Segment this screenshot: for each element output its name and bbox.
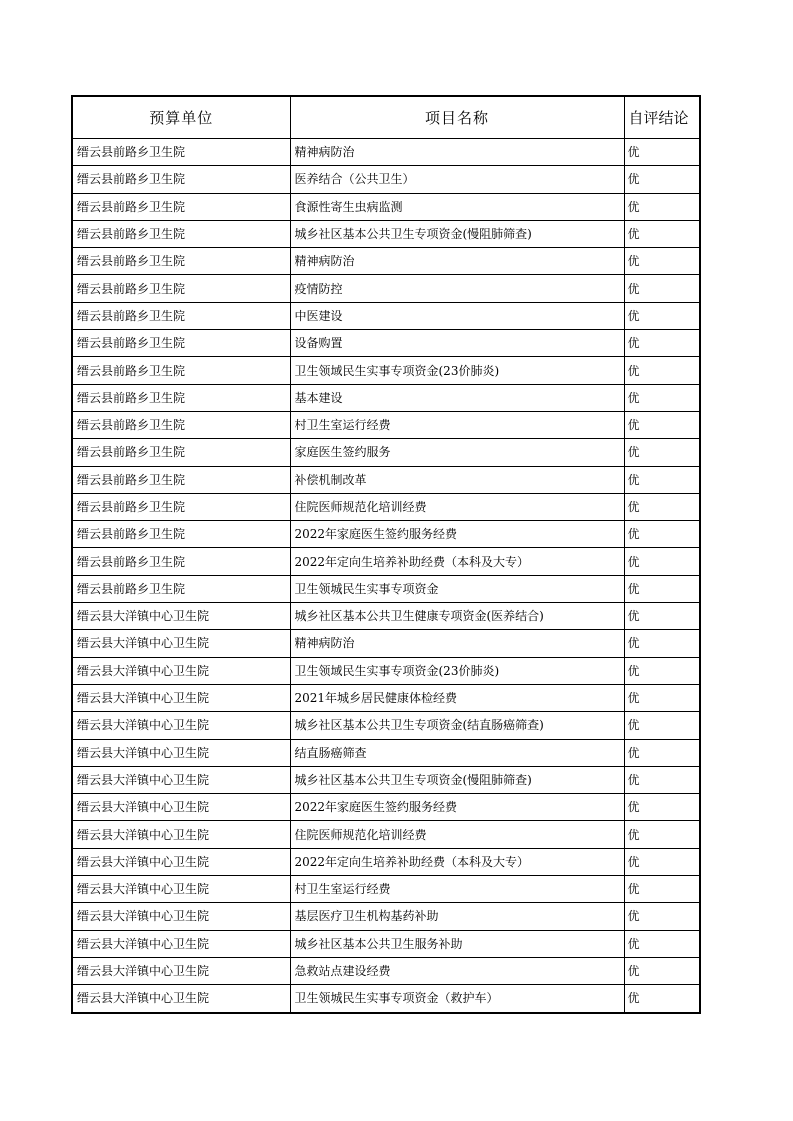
table-row [72, 248, 700, 275]
evaluation-table [71, 95, 701, 1014]
table-row [72, 193, 700, 220]
cell-self-eval-result: 优 [624, 957, 700, 984]
cell-budget-unit: 缙云县前路乡卫生院 [72, 466, 290, 493]
table-row [72, 712, 700, 739]
cell-project-name: 医养结合（公共卫生） [290, 166, 624, 193]
cell-self-eval-result: 优 [624, 302, 700, 329]
cell-self-eval-result: 优 [624, 903, 700, 930]
table-row [72, 357, 700, 384]
cell-self-eval-result: 优 [624, 139, 700, 166]
cell-project-name: 卫生领域民生实事专项资金(23价肺炎) [290, 357, 624, 384]
table-row [72, 384, 700, 411]
table-row [72, 302, 700, 329]
table-row [72, 603, 700, 630]
cell-project-name: 基本建设 [290, 384, 624, 411]
cell-self-eval-result: 优 [624, 357, 700, 384]
cell-project-name: 城乡社区基本公共卫生专项资金(慢阻肺筛查) [290, 220, 624, 247]
cell-self-eval-result: 优 [624, 439, 700, 466]
cell-self-eval-result: 优 [624, 220, 700, 247]
table-row [72, 411, 700, 438]
table-header-row [72, 96, 700, 139]
cell-budget-unit: 缙云县大洋镇中心卫生院 [72, 739, 290, 766]
table-row [72, 575, 700, 602]
cell-budget-unit: 缙云县大洋镇中心卫生院 [72, 657, 290, 684]
cell-self-eval-result: 优 [624, 275, 700, 302]
table-row [72, 493, 700, 520]
table-row [72, 220, 700, 247]
cell-budget-unit: 缙云县大洋镇中心卫生院 [72, 903, 290, 930]
cell-self-eval-result: 优 [624, 193, 700, 220]
cell-budget-unit: 缙云县大洋镇中心卫生院 [72, 876, 290, 903]
cell-project-name: 2022年家庭医生签约服务经费 [290, 794, 624, 821]
cell-budget-unit: 缙云县前路乡卫生院 [72, 411, 290, 438]
cell-self-eval-result: 优 [624, 493, 700, 520]
table-row [72, 330, 700, 357]
table-body [72, 139, 700, 1013]
cell-project-name: 急救站点建设经费 [290, 957, 624, 984]
cell-self-eval-result: 优 [624, 548, 700, 575]
cell-budget-unit: 缙云县大洋镇中心卫生院 [72, 630, 290, 657]
cell-budget-unit: 缙云县大洋镇中心卫生院 [72, 848, 290, 875]
cell-budget-unit: 缙云县前路乡卫生院 [72, 384, 290, 411]
table-row [72, 766, 700, 793]
cell-project-name: 补偿机制改革 [290, 466, 624, 493]
cell-project-name: 住院医师规范化培训经费 [290, 821, 624, 848]
cell-self-eval-result: 优 [624, 603, 700, 630]
cell-project-name: 2022年家庭医生签约服务经费 [290, 521, 624, 548]
cell-budget-unit: 缙云县大洋镇中心卫生院 [72, 603, 290, 630]
header-self-eval-result: 自评结论 [624, 96, 700, 139]
cell-project-name: 城乡社区基本公共卫生服务补助 [290, 930, 624, 957]
table-row [72, 794, 700, 821]
table-row [72, 848, 700, 875]
cell-project-name: 精神病防治 [290, 248, 624, 275]
cell-budget-unit: 缙云县前路乡卫生院 [72, 166, 290, 193]
table-row [72, 985, 700, 1013]
table-row [72, 439, 700, 466]
table-row [72, 139, 700, 166]
cell-budget-unit: 缙云县大洋镇中心卫生院 [72, 985, 290, 1013]
cell-project-name: 城乡社区基本公共卫生专项资金(结直肠癌筛查) [290, 712, 624, 739]
cell-budget-unit: 缙云县大洋镇中心卫生院 [72, 766, 290, 793]
cell-budget-unit: 缙云县前路乡卫生院 [72, 357, 290, 384]
cell-project-name: 中医建设 [290, 302, 624, 329]
table-row [72, 930, 700, 957]
cell-budget-unit: 缙云县大洋镇中心卫生院 [72, 957, 290, 984]
cell-budget-unit: 缙云县前路乡卫生院 [72, 193, 290, 220]
cell-self-eval-result: 优 [624, 466, 700, 493]
cell-budget-unit: 缙云县前路乡卫生院 [72, 575, 290, 602]
table-row [72, 521, 700, 548]
cell-self-eval-result: 优 [624, 166, 700, 193]
table-row [72, 466, 700, 493]
cell-project-name: 精神病防治 [290, 630, 624, 657]
cell-self-eval-result: 优 [624, 248, 700, 275]
cell-budget-unit: 缙云县前路乡卫生院 [72, 248, 290, 275]
cell-self-eval-result: 优 [624, 985, 700, 1013]
cell-self-eval-result: 优 [624, 657, 700, 684]
cell-self-eval-result: 优 [624, 794, 700, 821]
cell-self-eval-result: 优 [624, 330, 700, 357]
cell-project-name: 卫生领城民生实事专项资金 [290, 575, 624, 602]
cell-project-name: 食源性寄生虫病监测 [290, 193, 624, 220]
table-row [72, 903, 700, 930]
cell-self-eval-result: 优 [624, 766, 700, 793]
cell-self-eval-result: 优 [624, 630, 700, 657]
cell-project-name: 住院医师规范化培训经费 [290, 493, 624, 520]
cell-self-eval-result: 优 [624, 821, 700, 848]
cell-project-name: 2022年定向生培养补助经费（本科及大专） [290, 548, 624, 575]
table-row [72, 275, 700, 302]
cell-self-eval-result: 优 [624, 521, 700, 548]
table-row [72, 630, 700, 657]
cell-budget-unit: 缙云县大洋镇中心卫生院 [72, 712, 290, 739]
cell-project-name: 卫生领城民生实事专项资金（救护车） [290, 985, 624, 1013]
cell-project-name: 精神病防治 [290, 139, 624, 166]
cell-budget-unit: 缙云县大洋镇中心卫生院 [72, 794, 290, 821]
cell-budget-unit: 缙云县前路乡卫生院 [72, 139, 290, 166]
table-row [72, 684, 700, 711]
cell-self-eval-result: 优 [624, 876, 700, 903]
cell-project-name: 城乡社区基本公共卫生专项资金(慢阻肺筛查) [290, 766, 624, 793]
cell-budget-unit: 缙云县前路乡卫生院 [72, 302, 290, 329]
cell-self-eval-result: 优 [624, 848, 700, 875]
table-row [72, 739, 700, 766]
cell-self-eval-result: 优 [624, 384, 700, 411]
table-row [72, 821, 700, 848]
cell-self-eval-result: 优 [624, 712, 700, 739]
cell-budget-unit: 缙云县大洋镇中心卫生院 [72, 821, 290, 848]
cell-budget-unit: 缙云县大洋镇中心卫生院 [72, 930, 290, 957]
cell-self-eval-result: 优 [624, 739, 700, 766]
header-project-name: 项目名称 [290, 96, 624, 139]
cell-project-name: 村卫生室运行经费 [290, 876, 624, 903]
table-row [72, 166, 700, 193]
cell-budget-unit: 缙云县前路乡卫生院 [72, 220, 290, 247]
table-row [72, 876, 700, 903]
table-row [72, 548, 700, 575]
cell-budget-unit: 缙云县前路乡卫生院 [72, 548, 290, 575]
cell-budget-unit: 缙云县前路乡卫生院 [72, 521, 290, 548]
cell-project-name: 设备购置 [290, 330, 624, 357]
table-row [72, 957, 700, 984]
cell-project-name: 卫生领域民生实事专项资金(23价肺炎) [290, 657, 624, 684]
cell-project-name: 2021年城乡居民健康体检经费 [290, 684, 624, 711]
cell-project-name: 结直肠癌筛查 [290, 739, 624, 766]
cell-project-name: 2022年定向生培养补助经费（本科及大专） [290, 848, 624, 875]
table-row [72, 657, 700, 684]
cell-project-name: 城乡社区基本公共卫生健康专项资金(医养结合) [290, 603, 624, 630]
header-budget-unit: 预算单位 [72, 96, 290, 139]
cell-self-eval-result: 优 [624, 684, 700, 711]
cell-project-name: 基层医疗卫生机构基药补助 [290, 903, 624, 930]
cell-project-name: 疫情防控 [290, 275, 624, 302]
cell-self-eval-result: 优 [624, 575, 700, 602]
cell-budget-unit: 缙云县前路乡卫生院 [72, 330, 290, 357]
cell-budget-unit: 缙云县前路乡卫生院 [72, 493, 290, 520]
cell-budget-unit: 缙云县前路乡卫生院 [72, 275, 290, 302]
cell-budget-unit: 缙云县前路乡卫生院 [72, 439, 290, 466]
cell-project-name: 家庭医生签约服务 [290, 439, 624, 466]
cell-self-eval-result: 优 [624, 411, 700, 438]
cell-budget-unit: 缙云县大洋镇中心卫生院 [72, 684, 290, 711]
cell-project-name: 村卫生室运行经费 [290, 411, 624, 438]
cell-self-eval-result: 优 [624, 930, 700, 957]
